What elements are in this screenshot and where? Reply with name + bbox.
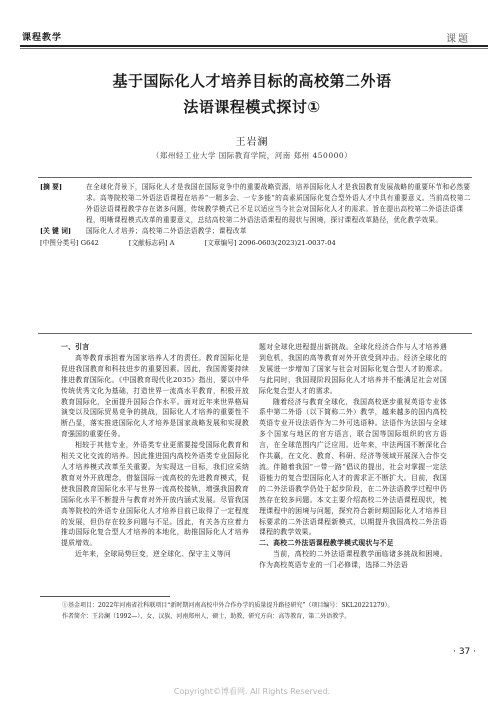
header-rule-thin [20,48,488,49]
body-paragraph: 近年来，全球局势巨变，逆全球化、保守主义等问 [75,550,231,559]
header-rule-thick [20,45,488,47]
body-paragraph: 随着经济与教育全球化，我国高校逐步重视英语专业体系中第二外语（以下简称二外）教学，越来越多的国内高校英语专业开设法语作为二外可选语种。法语作为法国与全球多个国家与地区的官方语言，联合国等国际组织的官方语言，在全球范围内广泛应用。近年来，中法两国不断深化合作共赢，在文化、教育、科研、经济等领域开展深入合作交流。伴随着我国“一带一路”倡议的提出，社会对掌握一定法语能力的复合型国际化人才的需求正不断扩大。目前，我国的二外法语教学仍处于起步阶段，在二外法语教学过程中仍然存在较多问题。本文主要介绍高校二外法语课程现状，梳理课程中的困境与问题，探究符合新时期国际化人才培养目标要求的二外法语课程新模式，以期提升我国高校二外法语课程的教学效果。 [259,397,447,537]
article-number: [文章编号] 2096-0603(2023)21-0037-04 [204,239,336,247]
abstract-top-rule [38,177,472,178]
article-title-line-1: 基于国际化人才培养目标的高校第二外语 [112,72,392,90]
section-label: 课题 [446,34,470,45]
page-number: · 37 · [453,647,476,657]
section-heading: 一、引言 [61,343,90,351]
article-title-line-2: 法语课程模式探讨① [183,98,321,116]
keywords-label: [关 键 词] [40,227,72,235]
keywords-text: 国际化人才培养；高校第二外语法语教学；课程改革 [86,227,247,235]
abstract-label: [摘 要] [40,183,63,191]
abstract-text: 在全球化背景下，国际化人才是我国在国际竞争中的重要战略资源，培养国际化人才是我国教育发展战略的重要环节和必然要求。高等院校第二外语法语课程在培养“一精多会、一专多能”的高素质国际化复合型外语人才中具有重要意义。当前高校第二外语法语课程教学存在诸多问题，传统教学模式已不足以适应当今社会对国际化人才的需求。旨在提出高校第二外语法语课程，明晰课程模式改革的重要意义，总结高校第二外语法语课程的现状与困境，探讨课程改革路径，优化教学效果。 [86,183,471,224]
body-paragraph: 题对全球化进程提出新挑战。全球化经济合作与人才培养遇到危机，我国的高等教育对外开放受到冲击。经济全球化的发展进一步增加了国家与社会对国际化复合型人才的需求。与此同时，我国现阶段国际化人才培养并不能满足社会对国际化复合型人才的需求。 [259,343,447,395]
abstract-block [40,182,472,249]
abstract-row [40,182,472,226]
body-paragraph: 相较于其他专业，外语类专业更需要接受国际化教育和相关文化交流的培养。因此推进国内高校外语类专业国际化人才培养模式改革至关重要。为实现这一目标，我们应采纳教育对外开放理念，借鉴国际一流高校的先进教育模式，促使我国教育国际化水平与世界一流高校接轨，增强我国教育国际化水平不断提升与教育对外开放内涵式发展。尽管我国高等院校的外语专业国际化人才培养目前已取得了一定程度的发展，但仍存在较多问题与不足。因此，有关各方应着力推动国际化复合型人才培养的本地化，助推国际化人才培养提质增效。 [61,441,249,548]
abstract-bottom-rule [38,333,472,334]
author-affiliation: （郑州轻工业大学 国际教育学院，河南 郑州 450000） [151,151,353,160]
footnote-fund: ①基金项目：2022年河南省社科联项目“新时期河南高校中外合作办学的质量提升路径研究”（项目编号：SKL20221279）。 [62,602,394,609]
classification-row [40,238,472,249]
body-paragraph: 高等教育承担着为国家培养人才的责任。教育国际化是促进我国教育和科技进步的重要因素。因此，我国需要持续推进教育国际化。《中国教育现代化2035》指出，要以中华传统优秀文化为基础，打造世界一流高水平教育，积极开放教育国际化，全面提升国际合作水平。面对近年来世界格局演变以及国际贸易竞争的挑战，国际化人才培养的重要性不断凸显，落实推进国际化人才培养是国家战略发展和实现教育强国的重要任务。 [61,353,249,439]
body-paragraph: 当前，高校的二外法语课程教学面临诸多挑战和困境。作为高校英语专业的一门必修课，选择二外法语 [259,550,447,570]
body-column-left [61,342,249,560]
section-heading: 二、高校二外法语课程教学模式现状与不足 [259,539,394,548]
keywords-row [40,226,472,237]
clc-number: [中图分类号] G642 [40,239,99,247]
copyright-watermark: Copyright©博看网. All Rights Reserved. [173,687,331,696]
journal-name: 课程教学 [22,33,63,43]
footnote-rule [40,596,170,597]
author-name: 王岩澜 [235,137,269,148]
footnote-author: 作者简介：王岩澜（1992—），女，汉族，河南郑州人，硕士，助教，研究方向：高等教育，第二外语教学。 [62,613,351,620]
document-code: [文献标志码] A [128,239,175,247]
body-column-right [259,342,447,571]
